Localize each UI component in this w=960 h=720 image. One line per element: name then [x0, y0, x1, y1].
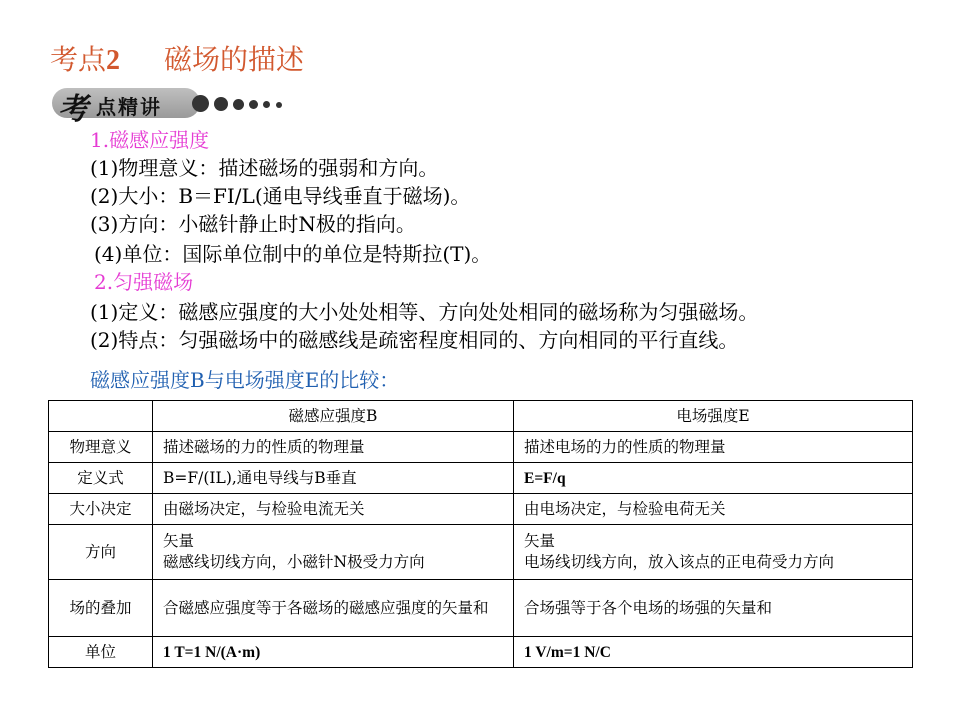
banner-dot [192, 95, 209, 112]
cell-b: 由磁场决定，与检验电流无关 [153, 494, 514, 525]
cell-e: 1 V/m=1 N/C [514, 637, 913, 668]
banner-kao: 考 [58, 92, 88, 127]
comparison-table [48, 400, 913, 668]
section1-line3: (3)方向：小磁针静止时N极的指向。 [90, 212, 416, 236]
table-row [49, 637, 913, 668]
section-banner [52, 86, 292, 127]
cell-e-line2: 电场线切线方向，放入该点的正电荷受力方向 [524, 553, 835, 571]
row-label: 物理意义 [49, 432, 153, 463]
section1-line1: (1)物理意义：描述磁场的强弱和方向。 [90, 156, 439, 180]
table-header-row [49, 401, 913, 432]
section2-line2: (2)特点：匀强磁场中的磁感线是疏密程度相同的、方向相同的平行直线。 [90, 328, 739, 352]
row-label: 场的叠加 [49, 580, 153, 637]
cell-b [153, 525, 514, 580]
cell-b-line1: 矢量 [163, 532, 195, 550]
header-cell-e: 电场强度E [514, 401, 913, 432]
section2-line1: (1)定义：磁感应强度的大小处处相等、方向处处相同的磁场称为匀强磁场。 [90, 300, 759, 324]
page-title [50, 38, 304, 78]
section1-line4: (4)单位：国际单位制中的单位是特斯拉(T)。 [94, 242, 492, 266]
cell-e: 由电场决定，与检验电荷无关 [514, 494, 913, 525]
cell-e: 合场强等于各个电场的场强的矢量和 [514, 580, 913, 637]
cell-e-line1: 矢量 [524, 532, 556, 550]
table-row [49, 580, 913, 637]
banner-dot [233, 99, 244, 110]
table-row [49, 432, 913, 463]
banner-dot [214, 97, 228, 111]
kaodian-number: 2 [106, 45, 121, 76]
kaodian-label: 考点 [50, 43, 107, 76]
cell-e: E=F/q [514, 463, 913, 494]
header-cell-b: 磁感应强度B [153, 401, 514, 432]
row-label: 大小决定 [49, 494, 153, 525]
banner-dot [263, 101, 270, 108]
cell-b: 1 T=1 N/(A·m) [153, 637, 514, 668]
cell-e: 描述电场的力的性质的物理量 [514, 432, 913, 463]
section1-title: 1.磁感应强度 [90, 128, 210, 152]
banner-dot [276, 102, 282, 108]
cell-e [514, 525, 913, 580]
cell-b: 描述磁场的力的性质的物理量 [153, 432, 514, 463]
section1-line2: (2)大小：B＝FI/L(通电导线垂直于磁场)。 [90, 184, 471, 208]
header-cell-empty [49, 401, 153, 432]
cell-b-line2: 磁感线切线方向，小磁针N极受力方向 [163, 553, 425, 571]
row-label: 方向 [49, 525, 153, 580]
cell-b: 合磁感应强度等于各磁场的磁感应强度的矢量和 [153, 580, 514, 637]
banner-text: 点精讲 [96, 95, 162, 119]
compare-title: 磁感应强度B与电场强度E的比较： [90, 368, 400, 392]
table-row [49, 463, 913, 494]
row-label: 单位 [49, 637, 153, 668]
cell-b: B=F/(IL),通电导线与B垂直 [153, 463, 514, 494]
section2-title: 2.匀强磁场 [94, 270, 194, 294]
table-row [49, 525, 913, 580]
topic-label: 磁场的描述 [164, 43, 305, 76]
banner-dot [249, 100, 258, 109]
table-row [49, 494, 913, 525]
row-label: 定义式 [49, 463, 153, 494]
